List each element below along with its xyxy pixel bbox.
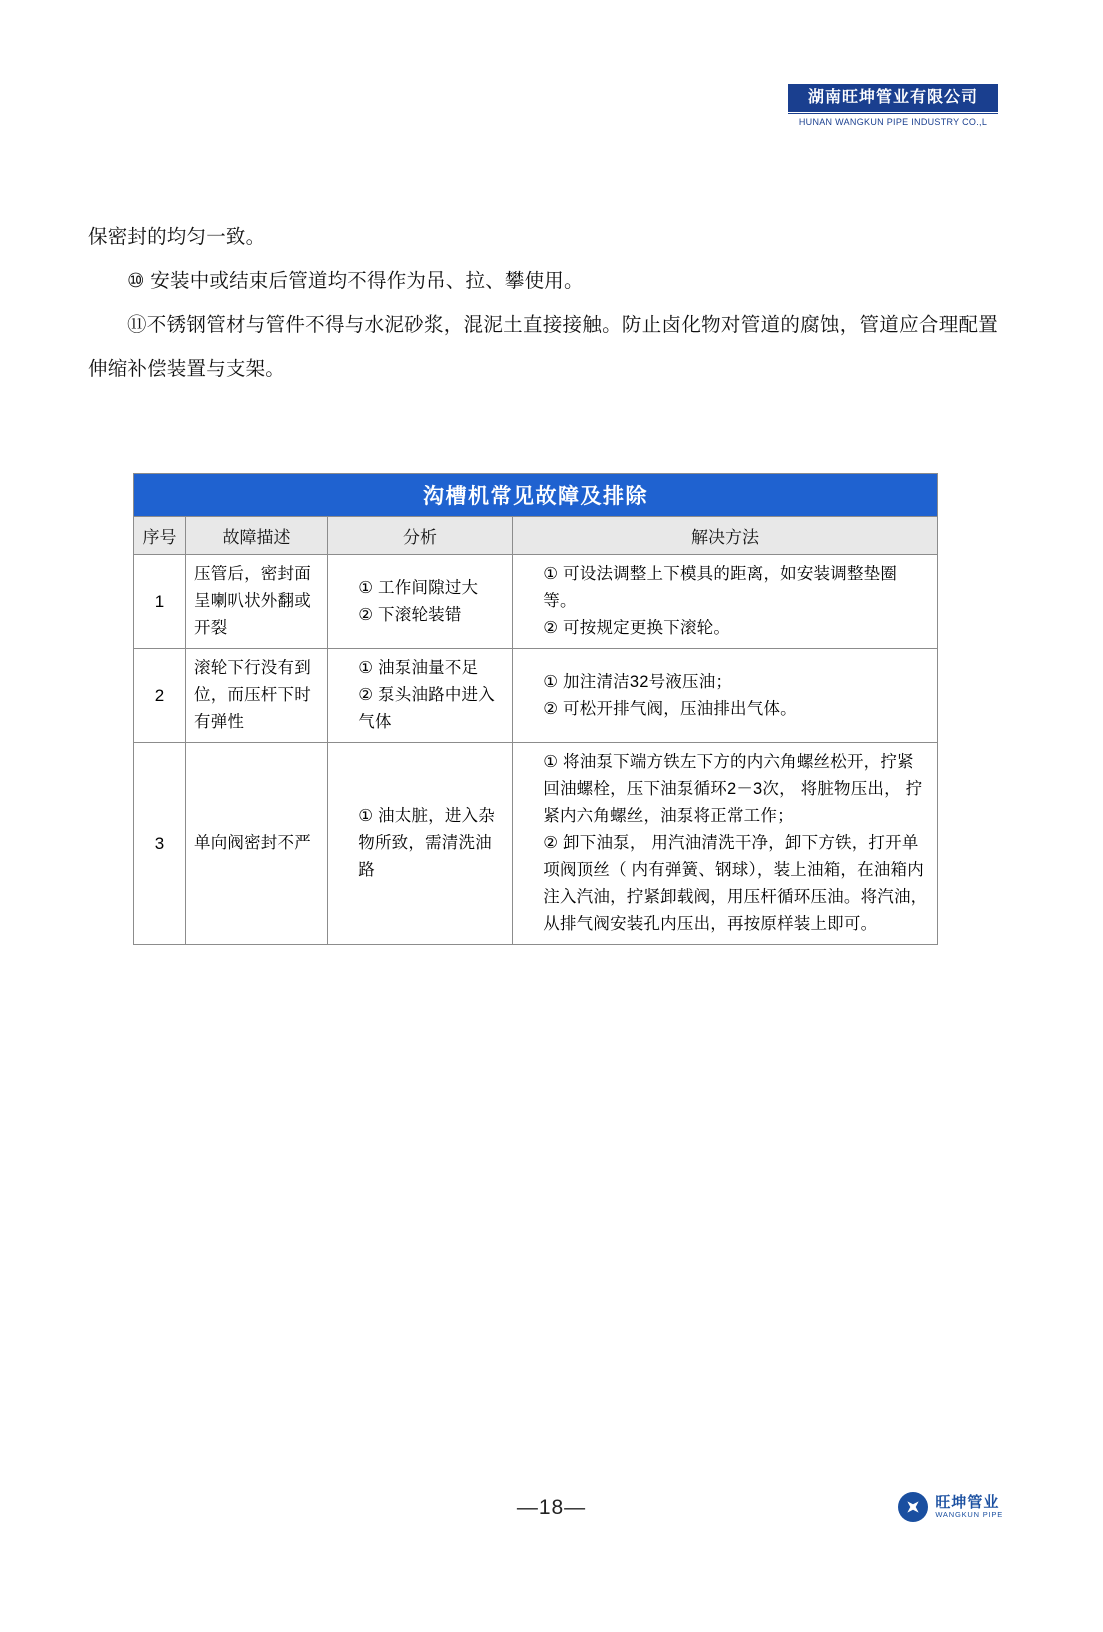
fault-table: [133, 473, 938, 945]
company-logo-header: [788, 84, 998, 127]
analysis-item: ① 工作间隙过大: [358, 578, 479, 597]
table-title: 沟槽机常见故障及排除: [134, 474, 938, 517]
analysis-item: ① 油太脏，进入杂物所致，需清洗油路: [358, 807, 495, 879]
column-header-analysis: 分析: [328, 517, 513, 555]
solution-item: ② 可松开排气阀，压油排出气体。: [543, 699, 797, 718]
table-header-row: [134, 517, 938, 555]
row-description: 压管后，密封面呈喇叭状外翻或开裂: [186, 555, 328, 649]
row-number: 2: [134, 649, 186, 743]
page-number: —18—: [516, 1496, 587, 1519]
analysis-item: ② 下滚轮装错: [358, 605, 462, 624]
table-title-row: [134, 474, 938, 517]
paragraph-1: 保密封的均匀一致。: [88, 226, 266, 248]
body-paragraphs: [88, 215, 998, 391]
solution-item: ① 加注清洁32号液压油；: [543, 672, 733, 691]
column-header-no: 序号: [134, 517, 186, 555]
row-solution: [513, 555, 938, 649]
solution-item: ① 可设法调整上下模具的距离，如安装调整垫圈等。: [543, 565, 898, 610]
table-row: [134, 649, 938, 743]
row-number: 1: [134, 555, 186, 649]
paragraph-3: ⑪不锈钢管材与管件不得与水泥砂浆，混泥土直接接触。防止卤化物对管道的腐蚀，管道应合理配置伸缩补偿装置与支架。: [88, 314, 998, 380]
table-row: [134, 555, 938, 649]
table-row: [134, 743, 938, 945]
row-number: 3: [134, 743, 186, 945]
row-solution: [513, 649, 938, 743]
solution-item: ② 卸下油泵， 用汽油清洗干净，卸下方铁，打开单项阀顶丝（ 内有弹簧、钢球），装上油箱，在油箱内注入汽油，拧紧卸载阀，用压杆循环压油。将汽油，从排气阀安装孔内压出，再按原样装上即可。: [543, 834, 928, 933]
row-description: 滚轮下行没有到位，而压杆下时有弹性: [186, 649, 328, 743]
footer-logo-text: [935, 1495, 1003, 1520]
analysis-item: ② 泵头油路中进入气体: [358, 686, 495, 731]
row-solution: [513, 743, 938, 945]
footer-brand-en: WANGKUN PIPE: [935, 1510, 1003, 1520]
row-description: 单向阀密封不严: [186, 743, 328, 945]
column-header-description: 故障描述: [186, 517, 328, 555]
row-analysis: [328, 649, 513, 743]
company-name-en: HUNAN WANGKUN PIPE INDUSTRY CO.,L: [788, 113, 998, 127]
solution-item: ① 将油泵下端方铁左下方的内六角螺丝松开，拧紧回油螺栓，压下油泵循环2－3次， 将脏物压出， 拧紧内六角螺丝，油泵将正常工作；: [543, 753, 923, 825]
fault-table-container: [133, 473, 938, 945]
analysis-item: ① 油泵油量不足: [358, 659, 479, 677]
compass-logo-icon: [898, 1492, 928, 1522]
row-analysis: [328, 555, 513, 649]
footer-brand-cn: 旺坤管业: [935, 1493, 1000, 1511]
row-analysis: [328, 743, 513, 945]
company-logo-footer: [898, 1492, 1003, 1522]
solution-item: ② 可按规定更换下滚轮。: [543, 619, 731, 637]
paragraph-2: ⑩ 安装中或结束后管道均不得作为吊、拉、攀使用。: [127, 270, 584, 292]
column-header-solution: 解决方法: [513, 517, 938, 555]
company-name-cn: 湖南旺坤管业有限公司: [788, 84, 998, 112]
